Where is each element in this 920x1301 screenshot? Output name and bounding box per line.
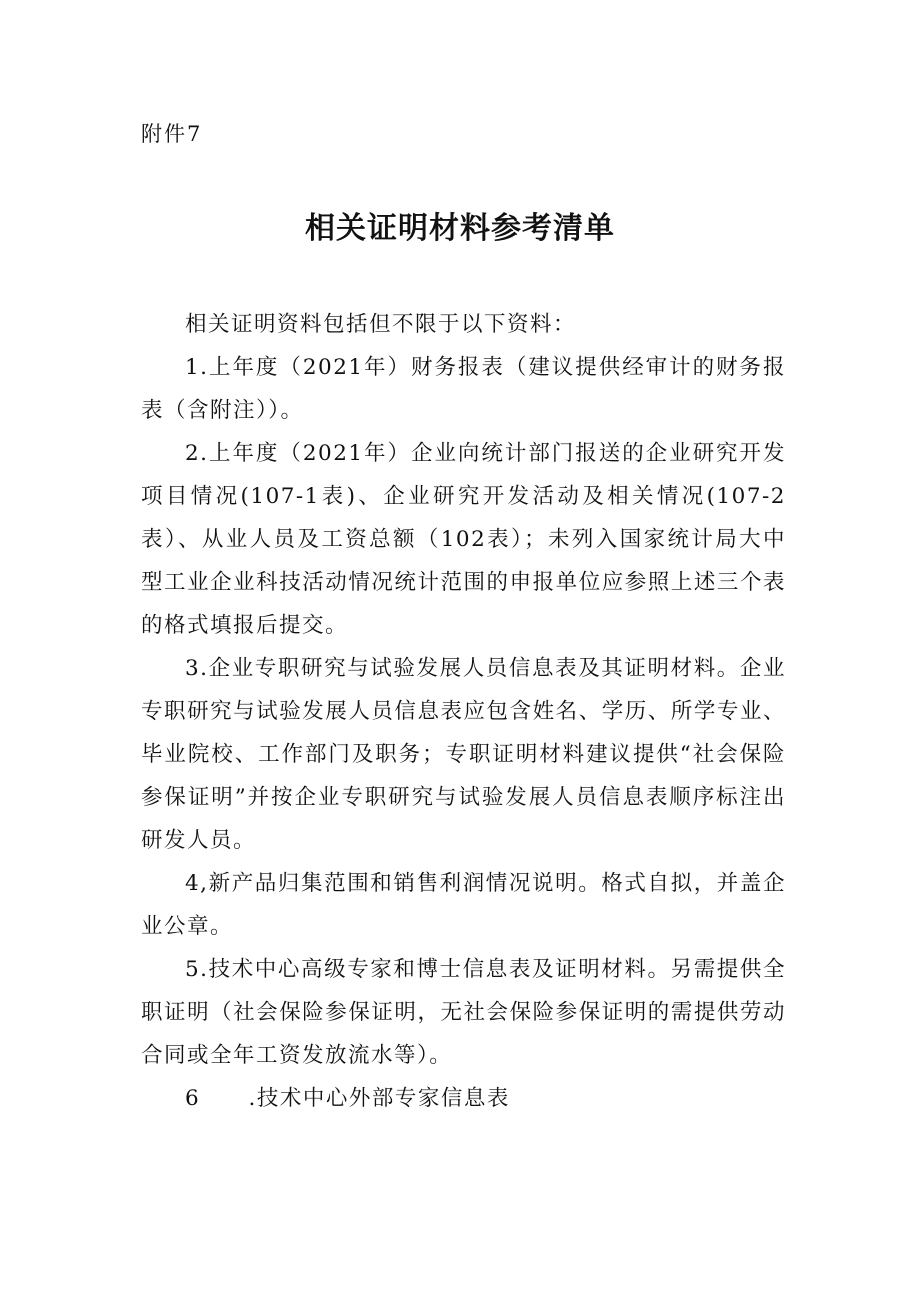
list-item-3: 3.企业专职研究与试验发展人员信息表及其证明材料。企业专职研究与试验发展人员信息表应包含姓名、学历、所学专业、毕业院校、工作部门及职务；专职证明材料建议提供“社会保险参保证明”并按企业专职研究与试验发展人员信息表顺序标注出研发人员。 xyxy=(141,656,786,853)
list-item-6: 6 .技术中心外部专家信息表 xyxy=(185,1086,510,1111)
attachment-label: 附件7 xyxy=(141,122,203,146)
list-item-1: 1.上年度（2021年）财务报表（建议提供经审计的财务报表（含附注））。 xyxy=(141,355,786,423)
list-item-4: 4,新产品归集范围和销售利润情况说明。格式自拟，并盖企业公章。 xyxy=(141,871,786,939)
intro-paragraph: 相关证明资料包括但不限于以下资料： xyxy=(185,312,577,337)
list-item-2: 2.上年度（2021年）企业向统计部门报送的企业研究开发项目情况(107-1表)、企业研究开发活动及相关情况(107-2表）、从业人员及工资总额（102表）；未列入国家统计局大中型工业企业科技活动情况统计范围的申报单位应参照上述三个表的格式填报后提交。 xyxy=(141,441,786,638)
list-item-5: 5.技术中心高级专家和博士信息表及证明材料。另需提供全职证明（社会保险参保证明，无社会保险参保证明的需提供劳动合同或全年工资发放流水等）。 xyxy=(141,957,786,1068)
document-body xyxy=(141,303,786,1120)
document-title: 相关证明材料参考清单 xyxy=(305,211,615,246)
